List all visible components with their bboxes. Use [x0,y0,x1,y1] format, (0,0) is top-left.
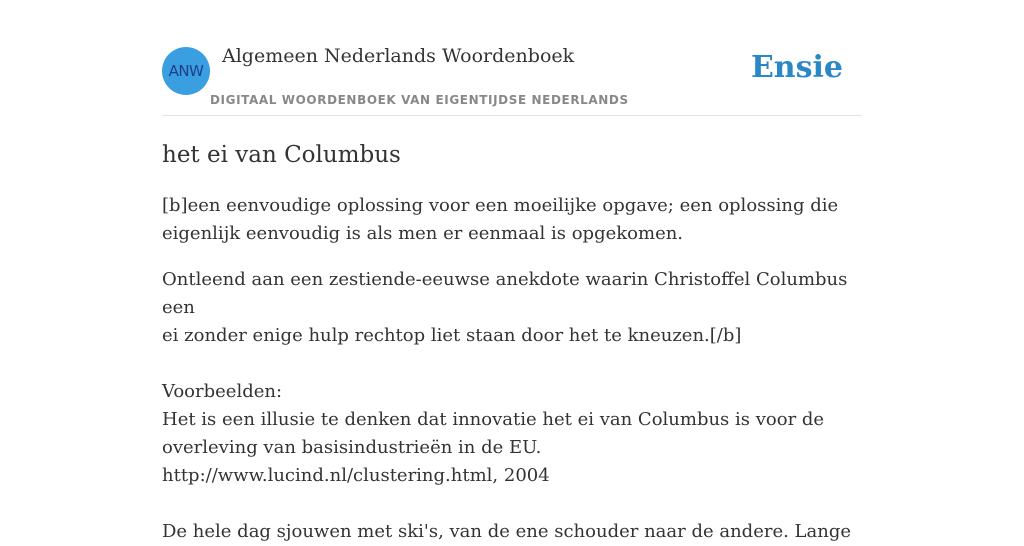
entry-definition [162,192,862,248]
spacer [162,490,862,518]
site-subtitle: DIGITAAL WOORDENBOEK VAN EIGENTIJDSE NEDERLANDS [210,93,629,107]
entry-content [162,140,862,546]
entry-title: het ei van Columbus [162,142,401,168]
examples-label: Voorbeelden: [162,381,283,402]
spacer [162,350,862,378]
example-line: De hele dag sjouwen met ski's, van de ene schouder naar de andere. Lange [162,521,852,542]
entry-body [162,266,862,546]
content-column [162,0,862,546]
site-header [162,0,862,116]
definition-line: eigenlijk eenvoudig is als men er eenmaal is opgekomen. [162,223,684,244]
site-title[interactable]: Algemeen Nederlands Woordenboek [222,45,575,67]
anw-logo[interactable] [162,47,210,95]
example-source: http://www.lucind.nl/clustering.html, 2004 [162,465,550,486]
definition-line: [b]een eenvoudige oplossing voor een moeilijke opgave; een oplossing die [162,195,839,216]
origin-line: ei zonder enige hulp rechtop liet staan door het te kneuzen.[/b] [162,325,742,346]
example-line: overleving van basisindustrieën in de EU. [162,437,542,458]
origin-line: Ontleend aan een zestiende-eeuwse anekdote waarin Christoffel Columbus een [162,269,848,318]
logo-text: ANW [168,62,204,80]
ensie-brand-link[interactable]: Ensie [750,50,843,85]
example-line: Het is een illusie te denken dat innovatie het ei van Columbus is voor de [162,409,825,430]
